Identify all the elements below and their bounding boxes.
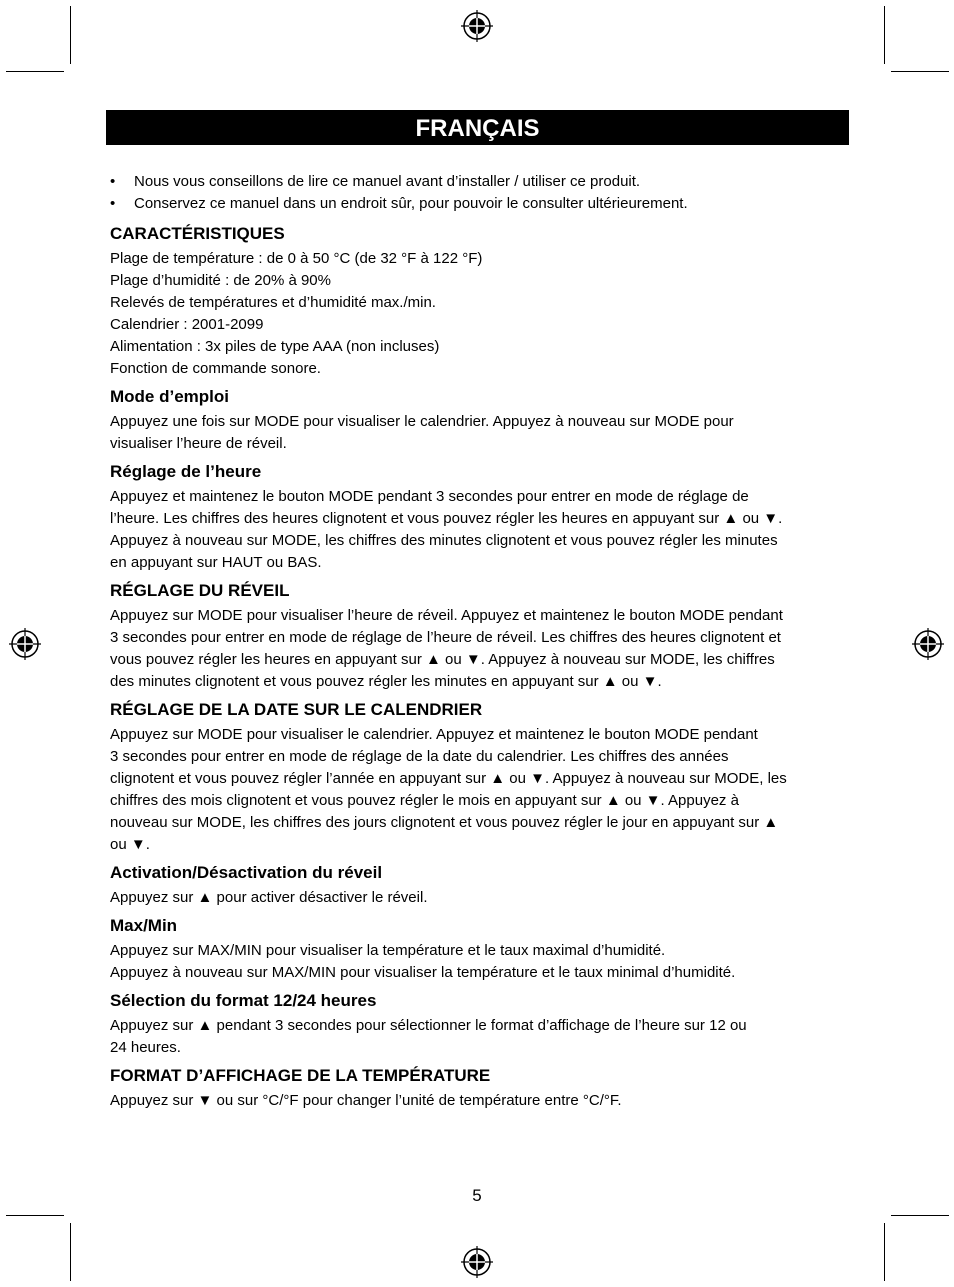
bullet-text: Conservez ce manuel dans un endroit sûr, pour pouvoir le consulter ultérieurement. [134, 195, 688, 212]
crop-mark [70, 1223, 71, 1281]
body-line: des minutes clignotent et vous pouvez régler les minutes en appuyant sur ▲ ou ▼. [110, 673, 662, 690]
body-line: Appuyez et maintenez le bouton MODE pendant 3 secondes pour entrer en mode de réglage de [110, 488, 749, 505]
body-line: l’heure. Les chiffres des heures clignotent et vous pouvez régler les heures en appuyant sur ▲ ou ▼. [110, 510, 783, 527]
section-mode-emploi [110, 386, 855, 455]
body-line: Appuyez sur MODE pour visualiser le calendrier. Appuyez et maintenez le bouton MODE pendant [110, 726, 758, 743]
body-line: Appuyez à nouveau sur MODE, les chiffres des minutes clignotent et vous pouvez régler les minutes [110, 532, 778, 549]
section-heading: RÉGLAGE DU RÉVEIL [110, 581, 290, 600]
registration-mark-icon [9, 628, 41, 660]
body-line: Appuyez sur MODE pour visualiser l’heure de réveil. Appuyez et maintenez le bouton MODE pendant [110, 607, 783, 624]
body-line: Plage de température : de 0 à 50 °C (de 32 °F à 122 °F) [110, 250, 483, 267]
section-reglage-date [110, 699, 855, 856]
bullet-text: Nous vous conseillons de lire ce manuel avant d’installer / utiliser ce produit. [134, 173, 641, 190]
registration-mark-icon [461, 10, 493, 42]
section-heading: FORMAT D’AFFICHAGE DE LA TEMPÉRATURE [110, 1066, 491, 1085]
section-heading: CARACTÉRISTIQUES [110, 224, 285, 243]
body-line: en appuyant sur HAUT ou BAS. [110, 554, 322, 571]
crop-mark [891, 1215, 949, 1216]
body-line: Appuyez sur ▲ pendant 3 secondes pour sélectionner le format d’affichage de l’heure sur 12 ou [110, 1017, 747, 1034]
body-line: Appuyez une fois sur MODE pour visualiser le calendrier. Appuyez à nouveau sur MODE pour [110, 413, 734, 430]
section-max-min [110, 915, 855, 984]
section-heading: RÉGLAGE DE LA DATE SUR LE CALENDRIER [110, 700, 483, 719]
crop-mark [884, 1223, 885, 1281]
body-line: Relevés de températures et d’humidité max./min. [110, 294, 436, 311]
crop-mark [891, 71, 949, 72]
crop-mark [70, 6, 71, 64]
body-line: Plage d’humidité : de 20% à 90% [110, 272, 331, 289]
body-line: clignotent et vous pouvez régler l’année en appuyant sur ▲ ou ▼. Appuyez à nouveau sur MODE, les [110, 770, 787, 787]
section-reglage-reveil [110, 580, 855, 693]
section-heading: Activation/Désactivation du réveil [110, 863, 383, 882]
registration-mark-icon [912, 628, 944, 660]
page-number: 5 [472, 1186, 482, 1205]
section-caracteristiques [110, 223, 855, 380]
section-reglage-heure [110, 461, 855, 574]
bullet-icon: • [110, 195, 116, 212]
body-line: Calendrier : 2001-2099 [110, 316, 264, 333]
section-activation-reveil [110, 862, 855, 909]
section-heading: Max/Min [110, 916, 178, 935]
body-line: nouveau sur MODE, les chiffres des jours clignotent et vous pouvez régler le jour en appuyant sur ▲ [110, 814, 779, 831]
section-heading: Réglage de l’heure [110, 462, 262, 481]
body-line: Alimentation : 3x piles de type AAA (non incluses) [110, 338, 440, 355]
crop-mark [6, 71, 64, 72]
body-line: 24 heures. [110, 1039, 181, 1056]
body-line: ou ▼. [110, 836, 150, 853]
bullet-icon: • [110, 173, 116, 190]
crop-mark [884, 6, 885, 64]
page-title: FRANÇAIS [106, 110, 849, 145]
body-line: Fonction de commande sonore. [110, 360, 321, 377]
intro-bullet-list [110, 171, 855, 215]
section-format-temperature [110, 1065, 855, 1112]
body-line: chiffres des mois clignotent et vous pouvez régler le mois en appuyant sur ▲ ou ▼. Appuyez à [110, 792, 739, 809]
section-format-12-24 [110, 990, 855, 1059]
body-line: Appuyez sur MAX/MIN pour visualiser la température et le taux maximal d’humidité. [110, 942, 666, 959]
main-content [110, 171, 855, 1112]
body-line: vous pouvez régler les heures en appuyant sur ▲ ou ▼. Appuyez à nouveau sur MODE, les chiffres [110, 651, 775, 668]
section-heading: Mode d’emploi [110, 387, 229, 406]
list-item [110, 193, 855, 215]
crop-mark [6, 1215, 64, 1216]
body-line: Appuyez sur ▼ ou sur °C/°F pour changer l’unité de température entre °C/°F. [110, 1092, 622, 1109]
registration-mark-icon [461, 1246, 493, 1278]
body-line: Appuyez sur ▲ pour activer désactiver le réveil. [110, 889, 428, 906]
list-item [110, 171, 855, 193]
section-heading: Sélection du format 12/24 heures [110, 991, 377, 1010]
body-line: Appuyez à nouveau sur MAX/MIN pour visualiser la température et le taux minimal d’humidité. [110, 964, 736, 981]
body-line: 3 secondes pour entrer en mode de réglage de la date du calendrier. Les chiffres des années [110, 748, 729, 765]
body-line: visualiser l’heure de réveil. [110, 435, 287, 452]
body-line: 3 secondes pour entrer en mode de réglage de l’heure de réveil. Les chiffres des heures clignotent et [110, 629, 781, 646]
